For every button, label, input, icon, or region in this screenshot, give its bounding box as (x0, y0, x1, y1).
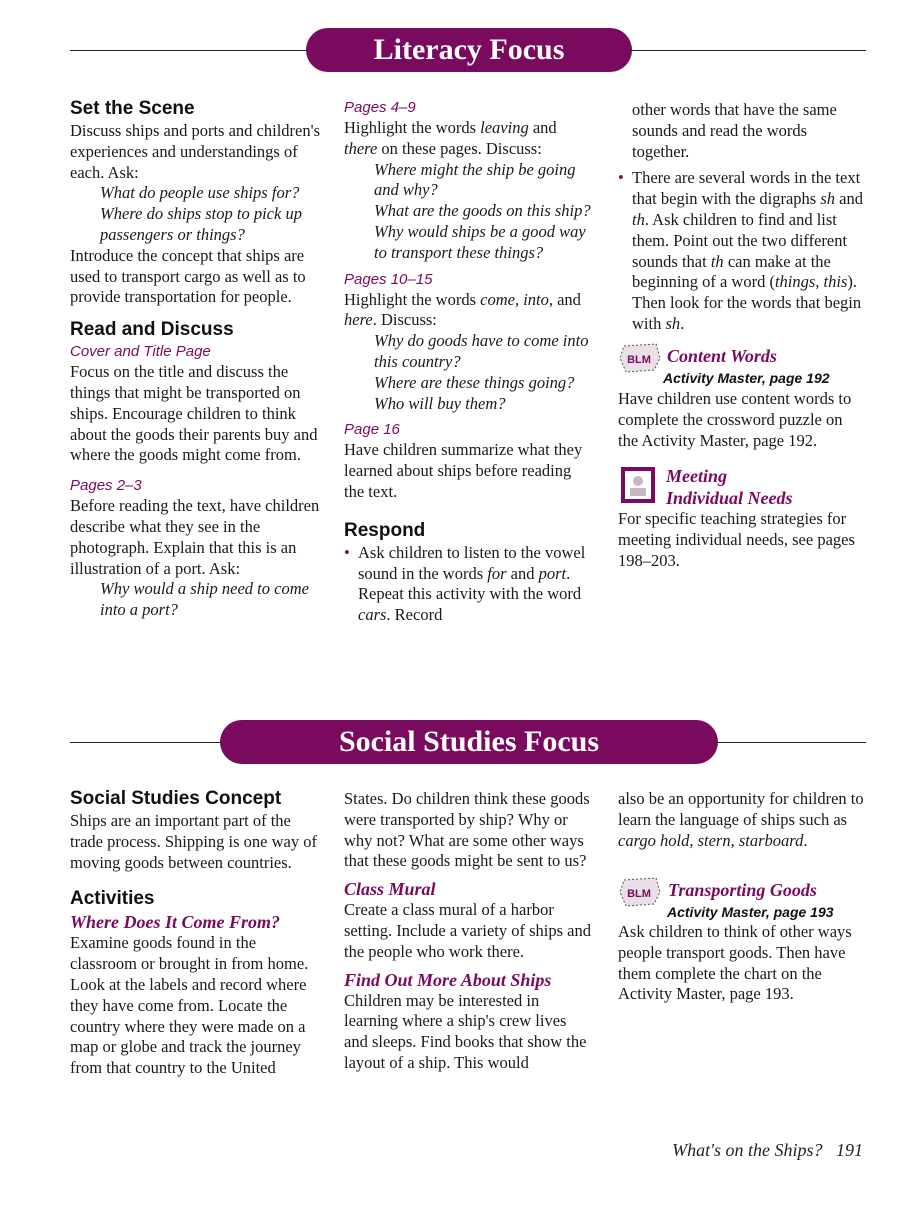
where-does-it-come-from-heading: Where Does It Come From? (70, 912, 281, 933)
content-words-text: Have children use content words to complete the crossword puzzle on the Activity Master, page 192. (618, 389, 852, 450)
find-out-more-heading: Find Out More About Ships (344, 969, 552, 990)
question: Why would a ship need to come into a port? (100, 579, 309, 620)
meeting-heading-line-1: Meeting (666, 466, 727, 486)
pages-4-9-text: Highlight the words leaving and there on these pages. Discuss: (344, 118, 557, 158)
respond-bullet: • Ask children to listen to the vowel sound in the words for and port. Repeat this activity with the word cars. Record (344, 542, 586, 625)
content-words-activity-master: Activity Master, page 192 (663, 370, 830, 386)
find-out-continued: also be an opportunity for children to learn the language of ships such as cargo hold, stern, starboard. (618, 789, 864, 850)
set-the-scene-intro: Discuss ships and ports and children's experiences and understandings of each. Ask: (70, 121, 320, 182)
transporting-goods-heading: Transporting Goods (668, 880, 817, 900)
pages-2-3-label: Pages 2–3 (70, 477, 142, 495)
social-studies-focus-banner: Social Studies Focus (220, 720, 718, 764)
concept-continued: States. Do children think these goods were transported by ship? Why or why not? What are some other ways that these goods might be sent to us? (344, 789, 590, 871)
transporting-goods-text: Ask children to think of other ways people transport goods. Then have them complete the chart on the Activity Master, page 193. (618, 922, 852, 1004)
content-words-heading: Content Words (667, 346, 777, 366)
respond-continued: other words that have the same sounds and read the words together. (632, 100, 837, 161)
page-number: 191 (836, 1140, 863, 1160)
book-icon (620, 466, 656, 504)
top-rule-right (630, 50, 866, 51)
pages-10-15-label: Pages 10–15 (344, 270, 433, 288)
class-mural-text: Create a class mural of a harbor setting. Include a variety of ships and the people who work there. (344, 900, 591, 961)
respond-heading: Respond (344, 519, 426, 541)
question: Why do goods have to come into this country? (374, 331, 589, 371)
pages-2-3-text: Before reading the text, have children describe what they see in the photograph. Explain that this is an illustration of a port. Ask: (70, 496, 320, 578)
meeting-text: For specific teaching strategies for meeting individual needs, see pages 198–203. (618, 509, 855, 570)
question: Who will buy them? (374, 393, 506, 413)
meeting-heading-line-2: Individual Needs (666, 488, 793, 508)
social-column-2 (344, 789, 592, 1074)
where-text: Examine goods found in the classroom or brought in from home. Look at the labels and record where they have come from. Locate the country where they were made on a map or globe and track the journey from that country to the United (70, 933, 309, 1078)
mid-rule-left (70, 742, 230, 743)
footer-title: What's on the Ships? (672, 1140, 823, 1160)
set-the-scene-body: Introduce the concept that ships are used to transport cargo as well as to provide transportation for people. (70, 245, 306, 307)
literacy-column-1 (70, 97, 322, 621)
digraph-bullet: • There are several words in the text that begin with the digraphs sh and th. Ask children to find and list them. Point out the two different sounds that th can make at the beginning of a word (things, this). Then look for the words that begin with sh. (618, 168, 863, 333)
read-and-discuss-heading: Read and Discuss (70, 319, 234, 341)
activities-heading: Activities (70, 888, 155, 910)
question: What are the goods on this ship? (374, 201, 591, 221)
transporting-goods-activity-master: Activity Master, page 193 (667, 904, 834, 920)
blm-icon (618, 876, 662, 908)
question: Where are these things going? (374, 372, 575, 392)
page-16-text: Have children summarize what they learned about ships before reading the text. (344, 440, 583, 501)
set-the-scene-heading: Set the Scene (70, 98, 195, 119)
class-mural-heading: Class Mural (344, 879, 436, 900)
social-column-3 (618, 789, 866, 851)
question: Why would ships be a good way to transport these things? (374, 221, 586, 262)
concept-text: Ships are an important part of the trade process. Shipping is one way of moving goods between countries. (70, 811, 317, 872)
question: What do people use ships for? (100, 183, 300, 203)
question: Where do ships stop to pick up passengers or things? (100, 204, 302, 244)
pages-10-15-text: Highlight the words come, into, and here. Discuss: (344, 289, 581, 330)
bullet-icon: • (344, 542, 350, 562)
blm-icon (618, 342, 662, 374)
cover-text: Focus on the title and discuss the things that might be transported on ships. Encourage children to think about the goods their parents buy and where the goods might come from. (70, 362, 318, 465)
pages-4-9-label: Pages 4–9 (344, 99, 416, 116)
svg-text:BLM: BLM (627, 888, 651, 900)
question: Where might the ship be going and why? (374, 159, 576, 200)
page-16-label: Page 16 (344, 421, 400, 439)
bullet-icon: • (618, 168, 624, 188)
svg-text:BLM: BLM (627, 354, 651, 366)
literacy-column-3 (618, 100, 866, 335)
mid-rule-right (716, 742, 866, 743)
find-out-text: Children may be interested in learning where a ship's crew lives and sleeps. Find books that show the layout of a ship. This would (344, 990, 587, 1072)
page-footer (672, 1140, 863, 1161)
top-rule-left (70, 50, 315, 51)
literacy-column-2 (344, 98, 592, 626)
literacy-focus-banner: Literacy Focus (306, 28, 632, 72)
cover-title-page-label: Cover and Title Page (70, 343, 211, 361)
social-studies-concept-heading: Social Studies Concept (70, 788, 282, 809)
social-column-1 (70, 787, 322, 1079)
